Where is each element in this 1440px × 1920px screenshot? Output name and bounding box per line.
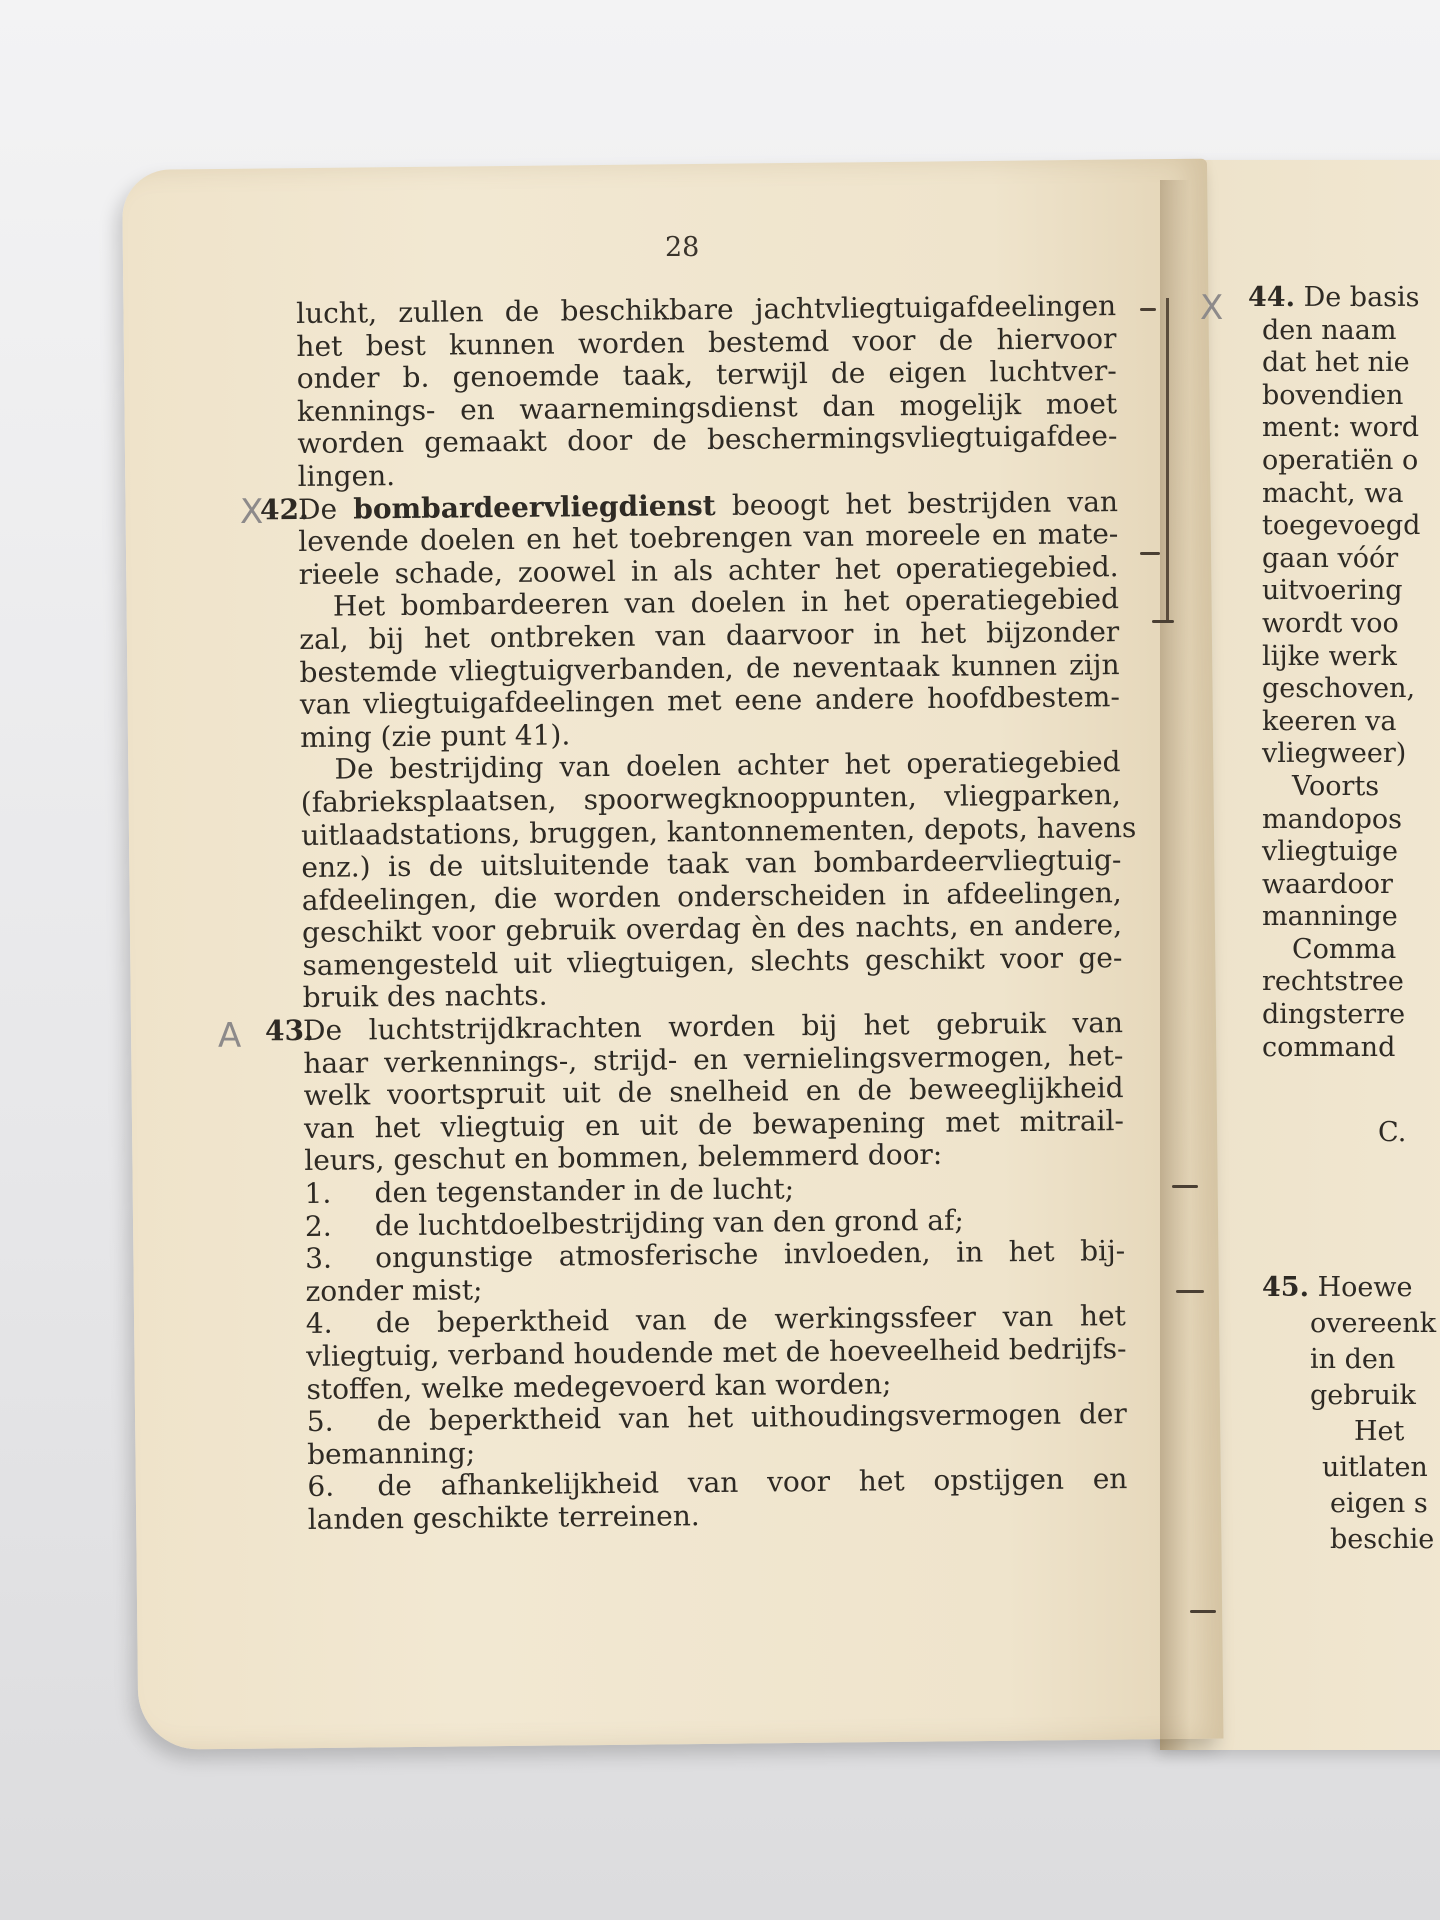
text-line: operatiën o	[1262, 444, 1419, 476]
text-line: bruik des nachts.	[302, 979, 548, 1015]
text-line: De bestrijding van doelen achter het operatiegebied	[334, 745, 1121, 786]
list-item-number: 3.	[305, 1241, 333, 1276]
text-line: command	[1262, 1031, 1396, 1063]
text-fragment: beoogt het bestrijden van	[731, 484, 1119, 522]
list-item-number: 2.	[304, 1209, 332, 1243]
text-line: uitlaadstations, bruggen, kantonnementen, depots, havens	[300, 810, 1137, 852]
list-item-continuation: vliegtuig, verband houdende met de hoeveelheid bedrijfs-	[306, 1332, 1127, 1373]
list-item-number: 4.	[305, 1307, 333, 1341]
text-line: vliegtuige	[1262, 836, 1398, 868]
text-line: gaan vóór	[1262, 542, 1399, 574]
section-number: 42.	[259, 492, 309, 526]
list-item-text: den tegenstander in de lucht;	[374, 1172, 795, 1210]
section-number: 43.	[264, 1013, 314, 1048]
text-line: uitlaten	[1322, 1452, 1428, 1483]
text-fragment: De luchtstrijdkrachten worden bij het gebruik van	[302, 1006, 1124, 1048]
text-line: lijke werk	[1262, 640, 1397, 672]
text-line: onder b. genoemde taak, terwijl de eigen luchtver-	[296, 354, 1117, 396]
text-line: mandopos	[1262, 803, 1403, 835]
list-item-text: de luchtdoelbestrijding van den grond af;	[374, 1203, 964, 1242]
text-line: overeenk	[1310, 1308, 1437, 1339]
binding-stitch	[1172, 1185, 1198, 1188]
text-line: het best kunnen worden bestemd voor de hiervoor	[296, 321, 1117, 363]
pencil-mark-43: A	[218, 1016, 242, 1056]
bold-term: bombardeervliegdienst	[353, 488, 716, 526]
text-line: uitvoering	[1262, 575, 1403, 607]
text-line: geschikt voor gebruik overdag èn des nachts, en andere,	[301, 908, 1123, 950]
binding-stitch	[1140, 552, 1160, 555]
text-line: Het	[1354, 1416, 1405, 1447]
text-line: kennings- en waarnemingsdienst dan mogelijk moet	[296, 386, 1118, 428]
text-line: leurs, geschut en bommen, belemmerd door:	[304, 1138, 943, 1178]
text-line: ming (zie punt 41).	[300, 718, 571, 754]
left-page-text	[259, 289, 1137, 1536]
text-line	[1262, 1270, 1440, 1306]
list-item-text: ongunstige atmosferische invloeden, in het bij-	[375, 1234, 1126, 1275]
text-line: samengesteld uit vliegtuigen, slechts geschikt voor ge-	[302, 940, 1123, 982]
text-line: wordt voo	[1262, 607, 1399, 639]
text-line: manninge	[1262, 901, 1398, 933]
section-number: 45.	[1262, 1272, 1309, 1303]
text-line: gebruik	[1310, 1380, 1416, 1411]
binding-stitch	[1176, 1290, 1204, 1293]
list-item-continuation: bemanning;	[306, 1436, 476, 1471]
text-line: rechtstree	[1262, 966, 1404, 998]
text-line: Het bombardeeren van doelen in het operatiegebied	[332, 582, 1120, 624]
list-item-continuation: landen geschikte terreinen.	[307, 1499, 700, 1536]
list-item-text: de afhankelijkheid van voor het opstijgen en	[377, 1462, 1128, 1503]
text-line: bovendien	[1262, 379, 1404, 411]
text-line: keeren va	[1262, 705, 1397, 737]
text-line: bestemde vliegtuigverbanden, de neventaak kunnen zijn	[299, 647, 1120, 689]
text-line: dingsterre	[1262, 999, 1406, 1031]
text-line: toegevoegd	[1262, 510, 1421, 542]
text-line: Voorts	[1292, 770, 1380, 802]
text-line: rieele schade, zoowel in als achter het operatiegebied.	[298, 549, 1119, 591]
book-gutter	[1160, 180, 1190, 1750]
binding-stitch	[1152, 620, 1174, 623]
right-page-text	[1248, 282, 1440, 1064]
text-line: worden gemaakt door de beschermingsvliegtuigafdee-	[297, 419, 1118, 461]
list-item-number: 6.	[307, 1470, 335, 1504]
list-item-number: 5.	[306, 1404, 334, 1439]
text-fragment: Hoewe	[1317, 1272, 1413, 1303]
pencil-mark-42: X	[240, 492, 264, 532]
text-line: van vliegtuigafdeelingen met eene andere hoofdbestem-	[299, 680, 1121, 722]
binding-stitch	[1140, 308, 1156, 311]
list-item-continuation: zonder mist;	[305, 1273, 483, 1308]
text-line: ment: word	[1262, 412, 1420, 444]
text-line: enz.) is de uitsluitende taak van bombardeervliegtuig-	[301, 843, 1122, 885]
text-line: den naam	[1262, 314, 1397, 346]
text-line: macht, wa	[1262, 477, 1404, 509]
text-line: Comma	[1292, 933, 1397, 965]
text-line: lingen.	[297, 459, 396, 493]
text-line: welk voortspruit uit de snelheid en de beweeglijkheid	[303, 1071, 1124, 1113]
text-line: afdeelingen, die worden onderscheiden in afdeelingen,	[301, 875, 1122, 917]
text-line: vliegweer)	[1262, 738, 1407, 770]
binding-thread	[1166, 298, 1169, 620]
text-line: (fabrieksplaatsen, spoorwegknooppunten, vliegparken,	[300, 778, 1121, 819]
text-line: lucht, zullen de beschikbare jachtvliegtuigafdeelingen	[295, 289, 1117, 330]
binding-stitch	[1190, 1610, 1216, 1613]
list-item-text: de beperktheid van de werkingssfeer van het	[375, 1299, 1126, 1340]
text-line: dat het nie	[1262, 347, 1410, 379]
text-line: beschie	[1330, 1524, 1435, 1555]
page-number: 28	[665, 232, 700, 263]
text-line: in den	[1310, 1344, 1396, 1375]
section-number: 44.	[1248, 282, 1295, 313]
text-line: waardoor	[1262, 868, 1393, 900]
text-line: geschoven,	[1262, 673, 1416, 705]
text-line: eigen s	[1330, 1488, 1428, 1519]
section-letter: C.	[1378, 1117, 1407, 1148]
list-item-number: 1.	[304, 1176, 332, 1210]
pencil-mark-44: X	[1200, 288, 1224, 328]
text-line: haar verkennings-, strijd- en vernielingsvermogen, het-	[303, 1038, 1124, 1080]
text-line: zal, bij het ontbreken van daarvoor in het bijzonder	[299, 615, 1120, 656]
text-fragment: De basis	[1303, 282, 1420, 313]
text-line	[1248, 282, 1440, 315]
right-page-text-section-45	[1262, 1270, 1440, 1558]
list-item-text: de beperktheid van het uithoudingsvermogen der	[376, 1397, 1127, 1438]
text-line: levende doelen en het toebrengen van moreele en mate-	[298, 517, 1119, 559]
text-line: van het vliegtuig en uit de bewapening met mitrail-	[303, 1103, 1125, 1145]
text-fragment: De	[297, 492, 338, 526]
list-item-continuation: stoffen, welke medegevoerd kan worden;	[306, 1366, 892, 1406]
